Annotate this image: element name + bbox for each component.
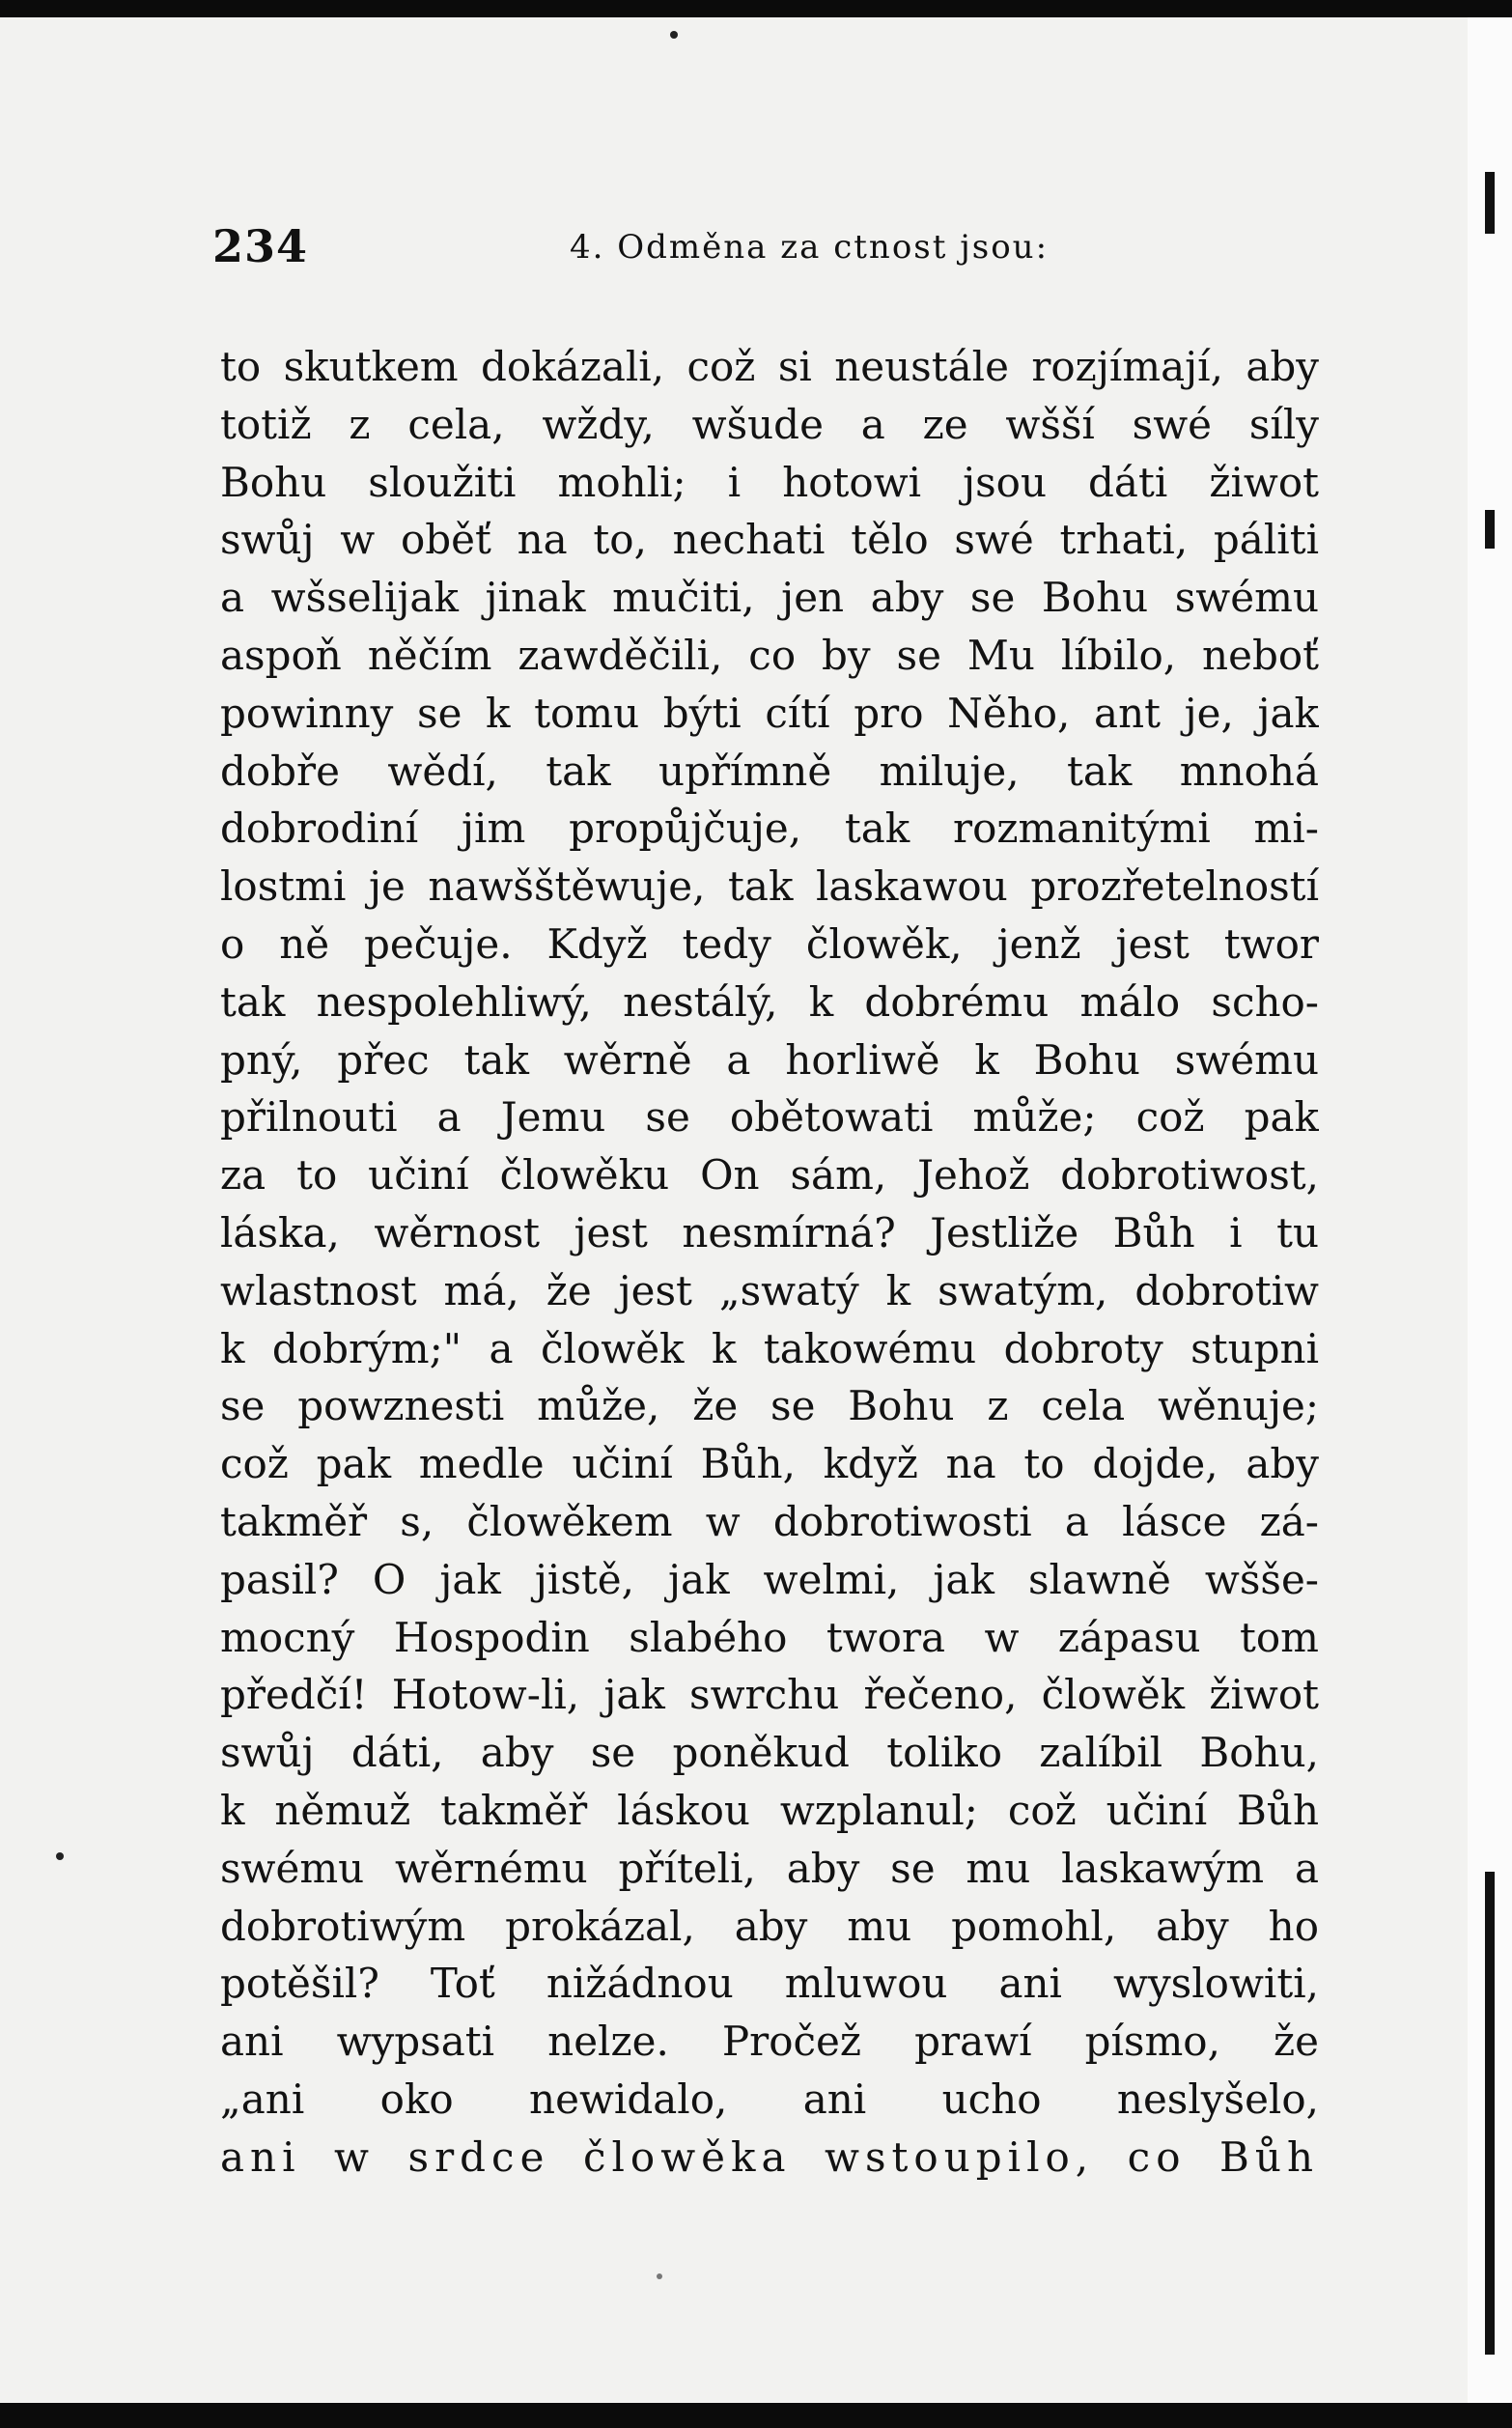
- text-line: za to učiní člowěku On sám, Jehož dobrotiwost,: [220, 1151, 1319, 1200]
- text-line: o ně pečuje. Když tedy člowěk, jenž jest twor: [220, 919, 1319, 968]
- text-line: pný, přec tak wěrně a horliwě k Bohu swému: [220, 1035, 1319, 1084]
- scan-edge-mark: [1485, 510, 1495, 549]
- text-line: lostmi je nawšštěwuje, tak laskawou prozřetelností: [220, 862, 1319, 911]
- scan-speck: [657, 2273, 662, 2279]
- text-line: Bohu sloužiti mohli; i hotowi jsou dáti žiwot: [220, 458, 1319, 506]
- scan-top-border: [0, 0, 1512, 17]
- text-line: swému wěrnému příteli, aby se mu laskawým a: [220, 1844, 1319, 1892]
- text-line: přilnouti a Jemu se obětowati může; což pak: [220, 1093, 1319, 1142]
- text-line: „ani oko newidalo, ani ucho neslyšelo,: [220, 2075, 1319, 2123]
- text-line: předčí! Hotow-li, jak swrchu řečeno, člowěk žiwot: [220, 1671, 1319, 1719]
- text-line: dobrodiní jim propůjčuje, tak rozmanitými mi-: [220, 805, 1319, 853]
- text-line: což pak medle učiní Bůh, když na to dojde, aby: [220, 1440, 1319, 1488]
- body-text: [220, 338, 1319, 2187]
- text-line: swůj w oběť na to, nechati tělo swé trhati, páliti: [220, 516, 1319, 564]
- page-number: 234: [212, 220, 309, 272]
- scan-speck: [56, 1852, 64, 1860]
- text-line: k němuž takměř láskou wzplanul; což učiní Bůh: [220, 1786, 1319, 1834]
- scan-edge-mark: [1485, 172, 1495, 234]
- text-line: pasil? O jak jistě, jak welmi, jak slawně wšše-: [220, 1555, 1319, 1603]
- running-header: [212, 220, 1332, 278]
- scan-right-border: [1468, 17, 1512, 2403]
- text-line: ani w srdce člowěka wstoupilo, co Bůh: [220, 2132, 1319, 2181]
- text-line: ani wypsati nelze. Pročež prawí písmo, že: [220, 2018, 1319, 2066]
- text-line: totiž z cela, wždy, wšude a ze wšší swé síly: [220, 400, 1319, 448]
- text-line: powinny se k tomu býti cítí pro Něho, ant je, jak: [220, 689, 1319, 737]
- text-line: láska, wěrnost jest nesmírná? Jestliže Bůh i tu: [220, 1208, 1319, 1256]
- text-line: to skutkem dokázali, což si neustále rozjímají, aby: [220, 343, 1319, 390]
- text-line: tak nespolehliwý, nestálý, k dobrému málo scho-: [220, 977, 1319, 1026]
- scan-edge-mark: [1485, 1872, 1495, 2355]
- scan-bottom-border: [0, 2403, 1512, 2428]
- scan-speck: [670, 31, 678, 39]
- text-line: aspoň něčím zawděčili, co by se Mu líbilo, neboť: [220, 631, 1319, 679]
- text-line: swůj dáti, aby se poněkud toliko zalíbil Bohu,: [220, 1729, 1319, 1777]
- book-page: [0, 17, 1468, 2403]
- text-line: a wšselijak jinak mučiti, jen aby se Bohu swému: [220, 574, 1319, 622]
- text-line: wlastnost má, že jest „swatý k swatým, dobrotiw: [220, 1266, 1319, 1314]
- text-line: k dobrým;" a člowěk k takowému dobroty stupni: [220, 1324, 1319, 1372]
- section-title: 4. Odměna za ctnost jsou:: [570, 228, 1050, 267]
- text-line: potěšil? Toť nižádnou mluwou ani wyslowiti,: [220, 1960, 1319, 2008]
- text-line: dobře wědí, tak upřímně miluje, tak mnohá: [220, 747, 1319, 795]
- text-line: se powznesti může, že se Bohu z cela wěnuje;: [220, 1382, 1319, 1430]
- text-line: dobrotiwým prokázal, aby mu pomohl, aby ho: [220, 1902, 1319, 1950]
- text-line: takměř s, člowěkem w dobrotiwosti a lásce zá-: [220, 1497, 1319, 1545]
- text-line: mocný Hospodin slabého twora w zápasu tom: [220, 1613, 1319, 1661]
